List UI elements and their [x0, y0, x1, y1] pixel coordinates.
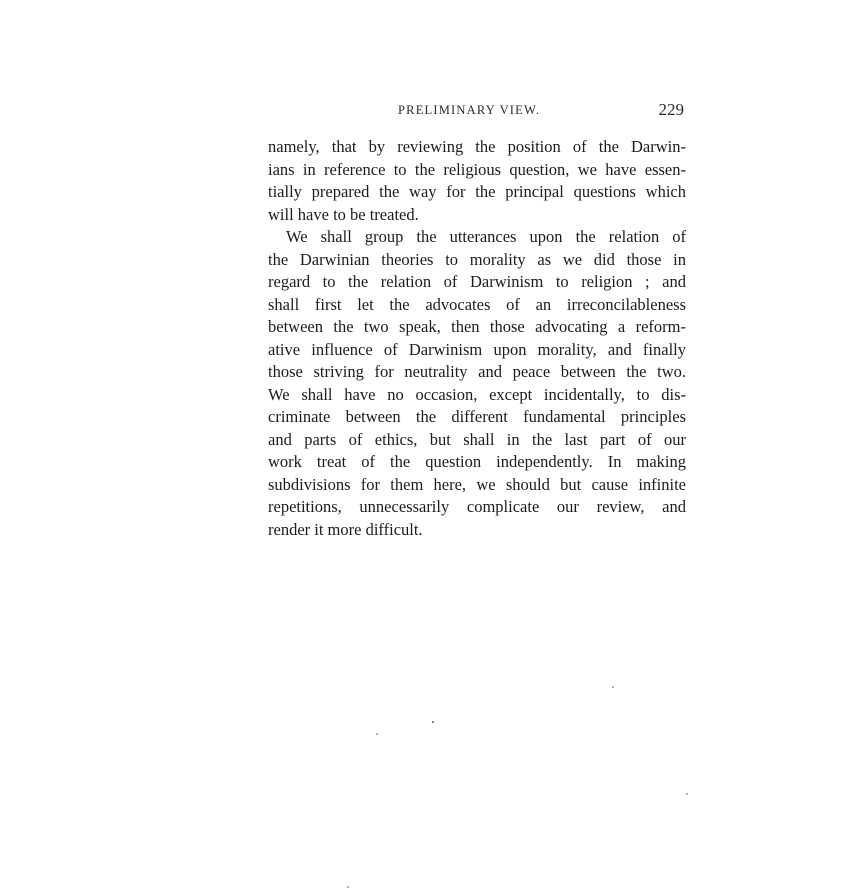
- running-head-title: PRELIMINARY VIEW.: [398, 103, 541, 117]
- text-line: tially prepared the way for the principal questions which: [268, 182, 686, 201]
- text-line: We shall have no occasion, except incidentally, to dis-: [268, 384, 686, 404]
- text-line: subdivisions for them here, we should but cause infinite: [268, 474, 686, 494]
- text-line: namely, that by reviewing the position of the Darwin-: [268, 137, 686, 156]
- text-line: ative influence of Darwinism upon morality, and finally: [268, 339, 686, 359]
- text-line: render it more difficult.: [268, 519, 423, 539]
- scan-speck: [612, 686, 614, 688]
- scan-speck: [432, 721, 434, 723]
- text-line: ians in reference to the religious question, we have essen-: [268, 159, 686, 179]
- running-head: [268, 100, 684, 122]
- text-line: will have to be treated.: [268, 204, 419, 224]
- text-line: regard to the relation of Darwinism to religion ; and: [268, 272, 686, 291]
- text-line: work treat of the question independently. In making: [268, 452, 686, 471]
- text-line: We shall group the utterances upon the relation of: [286, 227, 686, 246]
- scan-speck: [686, 793, 688, 795]
- text-line: shall first let the advocates of an irreconcilableness: [268, 294, 686, 314]
- text-line: criminate between the different fundamental principles: [268, 407, 686, 426]
- body-text: [268, 136, 686, 541]
- text-line: the Darwinian theories to morality as we did those in: [268, 249, 686, 269]
- scan-speck: [376, 733, 378, 735]
- text-line: those striving for neutrality and peace between the two.: [268, 362, 686, 381]
- page-number: 229: [658, 100, 684, 119]
- text-line: and parts of ethics, but shall in the last part of our: [268, 429, 686, 449]
- text-line: between the two speak, then those advocating a reform-: [268, 317, 686, 336]
- text-line: repetitions, unnecessarily complicate our review, and: [268, 497, 686, 516]
- scan-speck: [347, 886, 349, 888]
